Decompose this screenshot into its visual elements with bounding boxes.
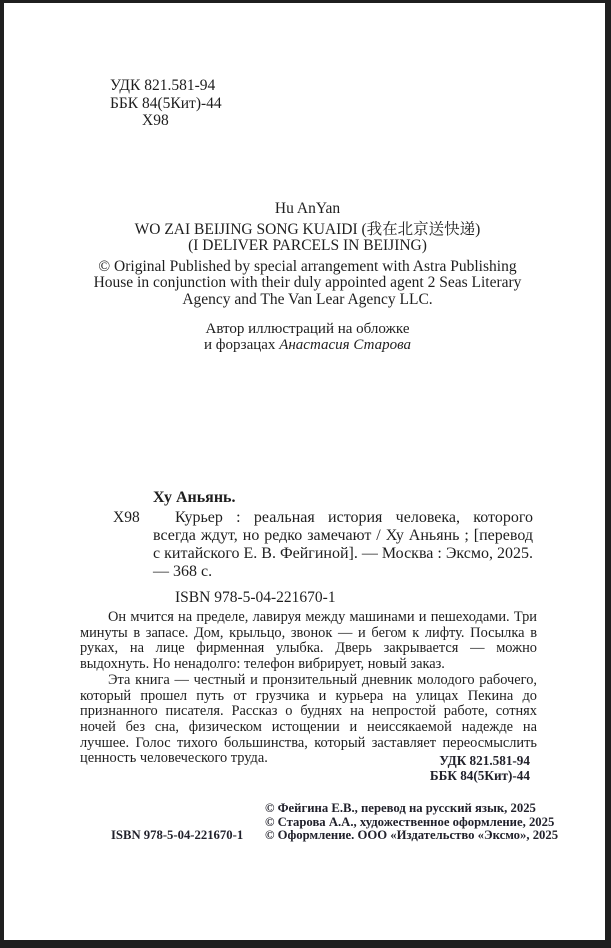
isbn-main: ISBN 978-5-04-221670-1 [175,589,336,606]
isbn-bottom: ISBN 978-5-04-221670-1 [111,828,244,843]
copyright-artwork: © Старова А.А., художественное оформление, 2025 [265,814,555,829]
classification-codes-top [110,77,222,130]
classification-codes-bottom [430,754,530,784]
annotation-paragraph-1: Он мчится на пределе, лавируя между машинами и пешеходами. Три минуты в запасе. Дом, крыльцо, звонок — и бегом к лифту. Посылка в руках, на лице фирменная улыбка. Дверь закрывается — можно выдохнуть. Но ненадолго: телефон вибрирует, новый заказ. [80,609,537,673]
original-author: Hu AnYan [274,200,341,217]
udk-code: УДК 821.581-94 [110,77,216,94]
original-title-translation: (I DELIVER PARCELS IN BEIJING) [188,237,427,254]
author-sign-code: Х98 [142,112,169,129]
biblio-author-sign: Х98 [113,509,140,526]
udk-code-bottom: УДК 821.581-94 [439,753,530,768]
original-title-block [80,201,535,308]
copyright-translation: © Фейгина Е.В., перевод на русский язык, 2025 [265,801,536,815]
illustrator-note-prefix: и форзацах [203,336,280,353]
copyright-publisher: © Оформление. ООО «Издательство «Эксмо», 2025 [265,828,559,843]
illustrator-name: Анастасия Старова [279,336,411,353]
biblio-row [80,509,537,581]
biblio-description: Курьер : реальная история человека, которого всегда ждут, но редко замечают / Ху Аньянь ; [перевод с китайского Е. В. Фейгиной]. — Москва : Эксмо, 2025. — 368 с. [153,509,533,580]
annotation-paragraph-2: Эта книга — честный и пронзительный дневник молодого рабочего, который прошел путь от грузчика и курьера на улицах Пекина до признанного писателя. Рассказ о буднях на непростой работе, сотнях ночей без сна, физическом истощении и неиссякаемой надежде на лучшее. Голос тихого большинства, который заставляет переосмыслить ценность человеческого труда. [80,671,537,767]
bbk-code-bottom: ББК 84(5Кит)-44 [429,767,530,783]
original-copyright-notice: © Original Published by special arrangement with Astra Publishing House in conjunction with their duly appointed agent 2 Seas Literary Agency and The Van Lear Agency LLC. [93,257,522,308]
bbk-code: ББК 84(5Кит)-44 [110,94,222,112]
bibliographic-record [80,489,537,606]
illustrator-note-line1: Автор иллюстраций на обложке [205,321,410,337]
biblio-author-heading: Ху Аньянь. [153,489,236,506]
original-title: WO ZAI BEIJING SONG KUAIDI (我在北京送快递) [134,220,481,238]
illustrator-note-line2 [80,338,535,354]
copyright-lines [265,802,558,843]
illustrator-note [80,322,535,353]
annotation [80,610,537,767]
copyright-block [111,802,558,843]
book-imprint-page [4,3,605,940]
